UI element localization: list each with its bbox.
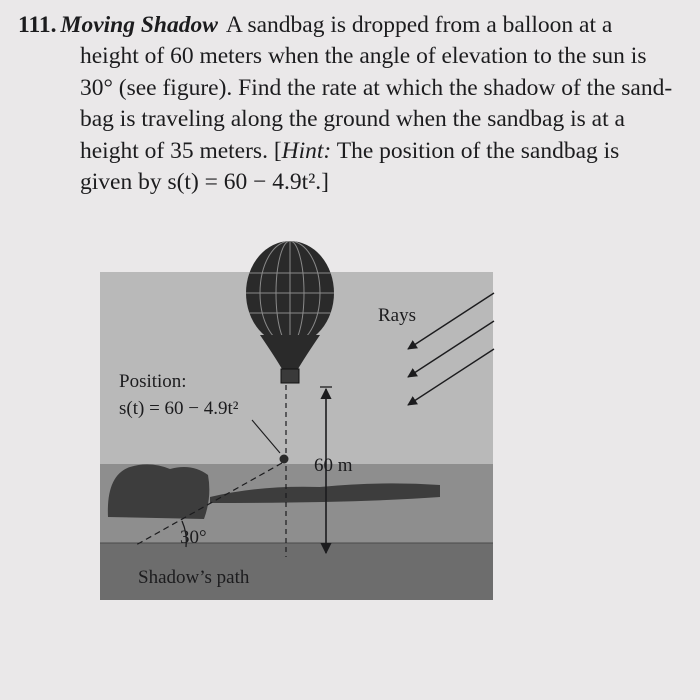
problem-line-1	[18, 10, 694, 41]
balloon-basket	[281, 369, 299, 383]
problem-line-6: given by s(t) = 60 − 4.9t².]	[80, 169, 329, 196]
height-label: 60 m	[314, 455, 353, 476]
shadow-path-label: Shadow’s path	[138, 567, 250, 588]
position-formula: s(t) = 60 − 4.9t²	[119, 398, 239, 419]
problem-line-5	[18, 136, 694, 167]
problem-line-3: 30° (see figure). Find the rate at which the shadow of the sand-	[80, 74, 673, 101]
balloon-figure	[100, 235, 500, 600]
problem-text	[18, 10, 694, 198]
position-label: Position:	[119, 371, 187, 392]
problem-title: Moving Shadow	[60, 12, 218, 38]
problem-number: 111.	[18, 12, 57, 38]
rays-label: Rays	[378, 305, 416, 326]
problem-line-2: height of 60 meters when the angle of elevation to the sun is	[80, 43, 647, 70]
sandbag	[280, 455, 289, 464]
problem-line-5-post: The position of the sandbag is	[331, 137, 620, 164]
problem-line-1-text: A sandbag is dropped from a balloon at a	[225, 12, 613, 38]
problem-line-4: bag is traveling along the ground when the sandbag is at a	[80, 106, 625, 133]
hint-word: Hint:	[281, 137, 332, 164]
angle-label: 30°	[180, 527, 207, 548]
problem-line-5-pre: height of 35 meters. [	[80, 137, 282, 164]
